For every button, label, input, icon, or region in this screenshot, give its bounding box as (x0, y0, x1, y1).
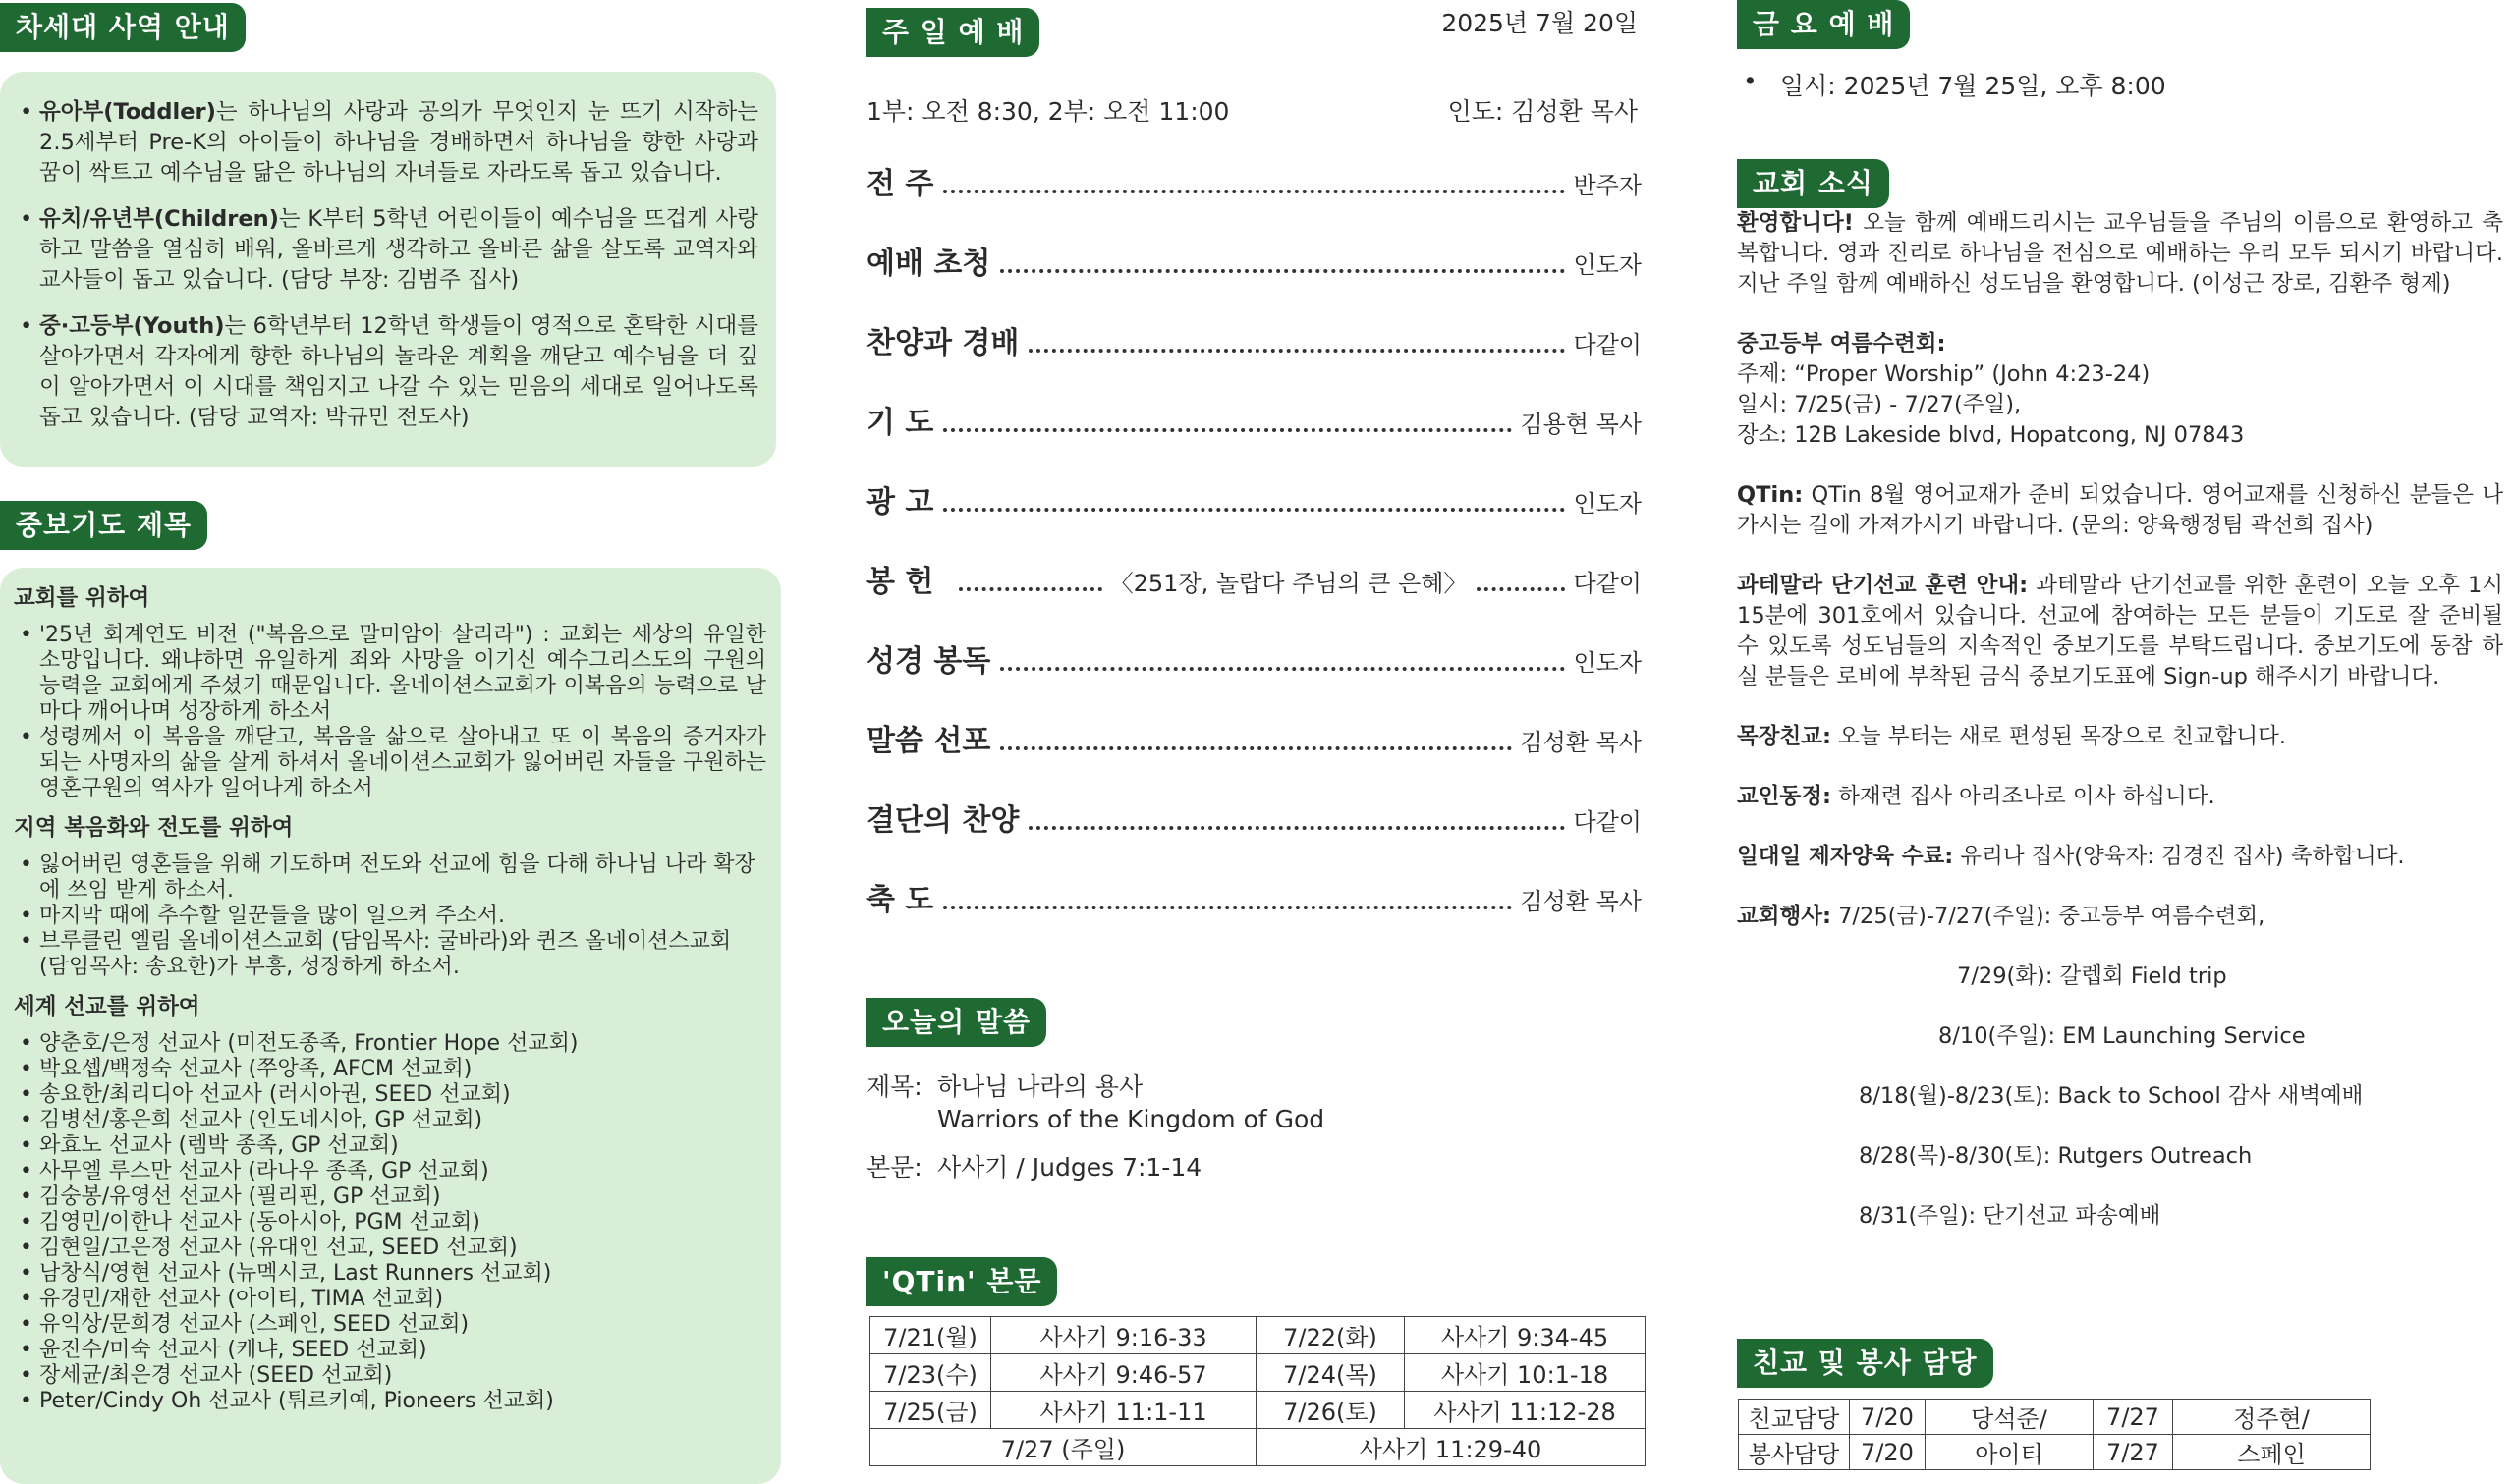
list-item: • 김현일/고은정 선교사 (유대인 선교, SEED 선교회) (14, 1236, 766, 1261)
friday-worship-title: 금 요 예 배 (1737, 0, 1910, 49)
order-role: 다같이 (1573, 570, 1642, 597)
dot-leader (1000, 269, 1565, 273)
church-prayer-heading: 교회를 위하여 (14, 585, 150, 611)
order-row (866, 398, 1648, 441)
welcome-news: 환영합니다! 오늘 함께 예배드리시는 교우님들을 주님의 이름으로 환영하고 축복합니다. 영과 진리로 하나님을 전심으로 예배하는 우리 모두 되시기 바랍니다. 지난 주일 함께 예배하신 성도님을 환영합니다. (이성근 장로, 김환주 형제) (1737, 210, 2503, 297)
prayer-content (14, 585, 766, 1414)
dot-leader (1029, 826, 1565, 830)
cell-group-news: 목장친교: 오늘 부터는 새로 편성된 목장으로 친교합니다. (1737, 724, 2286, 749)
order-row (866, 636, 1648, 680)
worship-leader: 인도: 김성환 목사 (1447, 97, 1638, 126)
list-item: • 브루클린 엘림 올네이션스교회 (담임목사: 굴바라)와 퀸즈 올네이션스교회 (담임목사: 송요한)가 부흥, 성장하게 하소서. (14, 929, 766, 980)
dot-leader (943, 906, 1512, 909)
order-name: 말씀 선포 (866, 724, 991, 758)
order-role: 다같이 (1573, 808, 1642, 836)
order-role: 인도자 (1573, 251, 1642, 279)
local-prayer-heading: 지역 복음화와 전도를 위하여 (14, 815, 294, 841)
order-name: 성경 봉독 (866, 644, 991, 679)
table-row: 7/23(수) 사사기 9:46-57 7/24(목) 사사기 10:1-18 (870, 1354, 1646, 1392)
list-item: • 성령께서 이 복음을 깨닫고, 복음을 삶으로 살아내고 또 이 복음의 증거자가 되는 사명자의 삶을 살게 하셔서 올네이션스교회가 잃어버린 자들을 구원하는 영혼구원의 역사가 일어나게 하소서 (14, 725, 766, 801)
missionary-list (14, 1031, 766, 1414)
dot-leader (1029, 349, 1565, 353)
list-item: • 장세균/최은경 선교사 (SEED 선교회) (14, 1363, 766, 1389)
list-item: • 유경민/재한 선교사 (아이티, TIMA 선교회) (14, 1287, 766, 1312)
list-item: • 김영민/이한나 선교사 (동아시아, PGM 선교회) (14, 1210, 766, 1236)
list-item: • 유익상/문희경 선교사 (스페인, SEED 선교회) (14, 1312, 766, 1338)
order-row (866, 239, 1648, 282)
prayer-title: 중보기도 제목 (0, 501, 207, 550)
events-news: 교회행사: 7/25(금)-7/27(주일): 중고등부 여름수련회, 7/29(화): 갈렙회 Field trip 8/10(주일): EM Launching Service 8/18(월)-8/23(토): Back to School 감사 새벽예배 8/28(목)-8/30(토): Rutgers Outreach 8/31(주일): 단기선교 파송예배 (1737, 904, 2364, 1229)
prayer-box (0, 568, 781, 1484)
dot-leader (959, 587, 1101, 591)
table-row: 친교담당 7/20 당석준/ 7/27 정주현/ (1739, 1400, 2371, 1435)
list-item: • 김숭봉/유영선 선교사 (필리핀, GP 선교회) (14, 1184, 766, 1210)
discipleship-news: 일대일 제자양육 수료: 유리나 집사(양육자: 김경진 집사) 축하합니다. (1737, 844, 2405, 869)
order-name: 기 도 (866, 406, 934, 440)
sermon-title: 오늘의 말씀 (866, 998, 1046, 1047)
qtin-table (869, 1316, 1646, 1466)
order-role: 인도자 (1573, 649, 1642, 677)
order-row (866, 557, 1648, 600)
worship-date: 2025년 7월 20일 (1441, 9, 1638, 37)
list-item: • 김병선/홍은희 선교사 (인도네시아, GP 선교회) (14, 1108, 766, 1133)
offering-hymn: 〈251장, 놀랍다 주님의 큰 은혜〉 (1109, 570, 1468, 597)
qtin-news: QTin: QTin 8월 영어교재가 준비 되었습니다. 영어교재를 신청하신 분들은 나가시는 길에 가져가시기 바랍니다. (문의: 양육행정팀 곽선희 집사) (1737, 482, 2503, 538)
church-news-title: 교회 소식 (1737, 159, 1889, 208)
table-row: 7/25(금) 사사기 11:1-11 7/26(토) 사사기 11:12-28 (870, 1392, 1646, 1429)
sermon-subject-label: 제목: (866, 1072, 922, 1101)
order-name: 광 고 (866, 485, 934, 520)
sermon-info (866, 1071, 1324, 1183)
order-role: 다같이 (1573, 331, 1642, 358)
dot-leader (943, 190, 1565, 193)
order-name: 봉 헌 (866, 565, 934, 599)
order-row (866, 716, 1648, 759)
dot-leader (1477, 587, 1565, 591)
news-column (1737, 0, 2515, 1484)
duty-table (1738, 1399, 2371, 1470)
duty-title: 친교 및 봉사 담당 (1737, 1339, 1993, 1388)
mission-prayer-heading: 세계 선교를 위하여 (14, 994, 200, 1019)
next-gen-box (0, 72, 776, 467)
list-item: • 와효노 선교사 (렘박 종족, GP 선교회) (14, 1133, 766, 1159)
list-item: • 유아부(Toddler)는 하나님의 사랑과 공의가 무엇인지 눈 뜨기 시작하는 2.5세부터 Pre-K의 아이들이 하나님을 경배하면서 하나님을 향한 사랑과 꿈이 싹트고 예수님을 닮은 하나님의 자녀들로 자라도록 돕고 있습니다. (14, 97, 758, 189)
sunday-worship-title: 주 일 예 배 (866, 8, 1039, 57)
list-item: • 마지막 때에 추수할 일꾼들을 많이 일으켜 주소서. (14, 904, 766, 929)
table-row: 7/27 (주일) 사사기 11:29-40 (870, 1429, 1646, 1466)
qtin-title: 'QTin' 본문 (866, 1257, 1057, 1306)
sermon-subject-en: Warriors of the Kingdom of God (937, 1105, 1325, 1133)
order-row (866, 318, 1648, 361)
dot-leader (1000, 746, 1512, 750)
order-row (866, 875, 1648, 918)
order-row (866, 796, 1648, 839)
member-news: 교인동정: 하재련 집사 아리조나로 이사 하십니다. (1737, 784, 2215, 809)
list-item: • 양춘호/은정 선교사 (미전도종족, Frontier Hope 선교회) (14, 1031, 766, 1057)
dot-leader (943, 428, 1512, 432)
dot-leader (943, 508, 1565, 512)
order-name: 전 주 (866, 167, 934, 201)
order-name: 축 도 (866, 883, 934, 917)
list-item: • 박요셉/백정숙 선교사 (쭈앙족, AFCM 선교회) (14, 1057, 766, 1082)
service-times-row (866, 92, 1648, 128)
guatemala-news: 과테말라 단기선교 훈련 안내: 과테말라 단기선교를 위한 훈련이 오늘 오후 1시 15분에 301호에서 있습니다. 선교에 참여하는 모든 분들이 기도로 잘 준비될 수 있도록 성도님들의 지속적인 중보기도를 부탁드립니다. 중보기도에 동참 하실 분들은 로비에 부착된 금식 중보기도표에 Sign-up 해주시기 바랍니다. (1737, 573, 2503, 689)
sermon-subject-ko: 하나님 나라의 용사 (937, 1072, 1144, 1101)
order-name: 찬양과 경배 (866, 326, 1020, 360)
order-row (866, 159, 1648, 202)
list-item: • '25년 회계연도 비전 ("복음으로 말미암아 살리라") : 교회는 세상의 유일한 소망입니다. 왜냐하면 유일하게 죄와 사망을 이기신 예수그리스도의 구원의 능력을 교회에게 주셨기 때문입니다. 올네이션스교회가 이복음의 능력으로 날마다 깨어나며 성장하게 하소서 (14, 623, 766, 725)
order-role: 인도자 (1573, 490, 1642, 518)
church-news (1737, 208, 2503, 1261)
order-name: 결단의 찬양 (866, 803, 1020, 838)
list-item: • 중·고등부(Youth)는 6학년부터 12학년 학생들이 영적으로 혼탁한 시대를 살아가면서 각자에게 향한 하나님의 놀라운 계획을 깨닫고 예수님을 더 깊이 알아가면서 이 시대를 책임지고 나갈 수 있는 믿음의 세대로 일어나도록 돕고 있습니다. (담당 교역자: 박규민 전도사) (14, 311, 758, 433)
table-row: 7/21(월) 사사기 9:16-33 7/22(화) 사사기 9:34-45 (870, 1317, 1646, 1354)
worship-column (866, 0, 1648, 1484)
order-name: 예배 초청 (866, 247, 991, 281)
list-item: • 사무엘 루스만 선교사 (라나우 종족, GP 선교회) (14, 1159, 766, 1184)
list-item: • 송요한/최리디아 선교사 (러시아권, SEED 선교회) (14, 1082, 766, 1108)
list-item: • Peter/Cindy Oh 선교사 (튀르키예, Pioneers 선교회) (14, 1389, 766, 1414)
list-item: • 잃어버린 영혼들을 위해 기도하며 전도와 선교에 힘을 다해 하나님 나라 확장에 쓰임 받게 하소서. (14, 852, 766, 904)
sermon-passage-label: 본문: (866, 1153, 922, 1182)
order-role: 김성환 목사 (1520, 729, 1642, 756)
dot-leader (1000, 667, 1565, 671)
list-item: • 남창식/영현 선교사 (뉴멕시코, Last Runners 선교회) (14, 1261, 766, 1287)
next-gen-list (14, 97, 758, 449)
order-row (866, 477, 1648, 521)
list-item: • 유치/유년부(Children)는 K부터 5학년 어린이들이 예수님을 뜨겁게 사랑하고 말씀을 열심히 배워, 올바르게 생각하고 올바른 삶을 살도록 교역자와 교사들이 돕고 있습니다. (담당 부장: 김범주 집사) (14, 204, 758, 296)
next-gen-title: 차세대 사역 안내 (0, 3, 246, 52)
retreat-news: 중고등부 여름수련회: 주제: “Proper Worship” (John 4:23-24) 일시: 7/25(금) - 7/27(주일), 장소: 12B Lakeside blvd, Hopatcong, NJ 07843 (1737, 331, 2245, 448)
sermon-passage: 사사기 / Judges 7:1-14 (937, 1153, 1202, 1182)
order-role: 김용현 목사 (1520, 411, 1642, 438)
order-role: 김성환 목사 (1520, 888, 1642, 915)
list-item: • 윤진수/미숙 선교사 (케냐, SEED 선교회) (14, 1338, 766, 1363)
order-role: 반주자 (1573, 172, 1642, 199)
service-times: 1부: 오전 8:30, 2부: 오전 11:00 (866, 97, 1230, 126)
table-row: 봉사담당 7/20 아이티 7/27 스페인 (1739, 1435, 2371, 1470)
friday-worship-time: • 일시: 2025년 7월 25일, 오후 8:00 (1737, 67, 2166, 102)
